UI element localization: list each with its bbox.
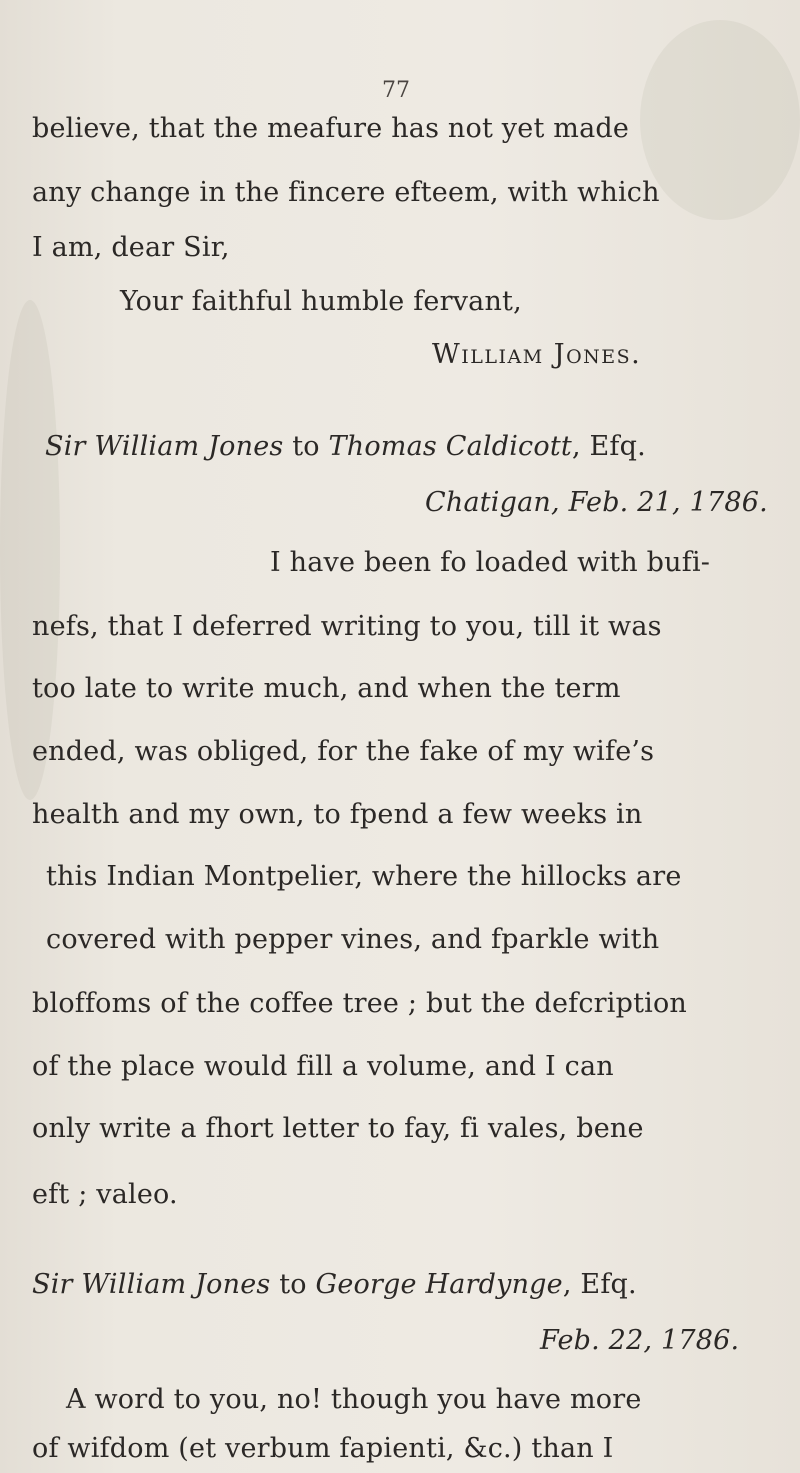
text-line: too late to write much, and when the term xyxy=(32,673,621,704)
text-line: bloffoms of the coffee tree ; but the defcription xyxy=(32,988,688,1019)
text-line: covered with pepper vines, and fparkle with xyxy=(46,924,660,955)
letter-dateline: Chatigan, Feb. 21, 1786. xyxy=(425,487,768,518)
text-line: nefs, that I deferred writing to you, till it was xyxy=(32,611,662,642)
heading-suffix: , Efq. xyxy=(562,1269,637,1300)
heading-sender: Sir William Jones xyxy=(32,1269,271,1300)
page-number: 77 xyxy=(382,78,410,103)
heading-connector: to xyxy=(279,1269,307,1300)
letter-dateline: Feb. 22, 1786. xyxy=(540,1325,740,1356)
text-line: I am, dear Sir, xyxy=(32,232,230,263)
text-line: A word to you, no! though you have more xyxy=(66,1384,642,1415)
text-line: ended, was obliged, for the fake of my wife’s xyxy=(32,736,655,767)
text-line: of the place would fill a volume, and I can xyxy=(32,1051,614,1082)
text-line: eft ; valeo. xyxy=(32,1179,178,1210)
text-line: of wifdom (et verbum fapienti, &c.) than I xyxy=(32,1433,614,1464)
text-line: any change in the fincere efteem, with which xyxy=(32,177,660,208)
heading-recipient: Thomas Caldicott xyxy=(328,431,572,462)
letter-closing: Your faithful humble fervant, xyxy=(120,286,522,317)
letter-heading xyxy=(45,430,646,464)
heading-recipient: George Hardynge xyxy=(315,1269,563,1300)
heading-connector: to xyxy=(292,431,320,462)
text-line: only write a fhort letter to fay, fi vales, bene xyxy=(32,1113,644,1144)
heading-suffix: , Efq. xyxy=(571,431,646,462)
text-line: health and my own, to fpend a few weeks in xyxy=(32,799,643,830)
heading-sender: Sir William Jones xyxy=(45,431,284,462)
text-line: believe, that the meafure has not yet made xyxy=(32,113,630,144)
letter-heading xyxy=(32,1268,637,1302)
page-stain xyxy=(0,300,60,800)
letter-signature: William Jones. xyxy=(432,339,642,370)
text-line: I have been fo loaded with bufi- xyxy=(270,547,711,578)
text-line: this Indian Montpelier, where the hillocks are xyxy=(46,861,682,892)
page-stain xyxy=(640,20,800,220)
